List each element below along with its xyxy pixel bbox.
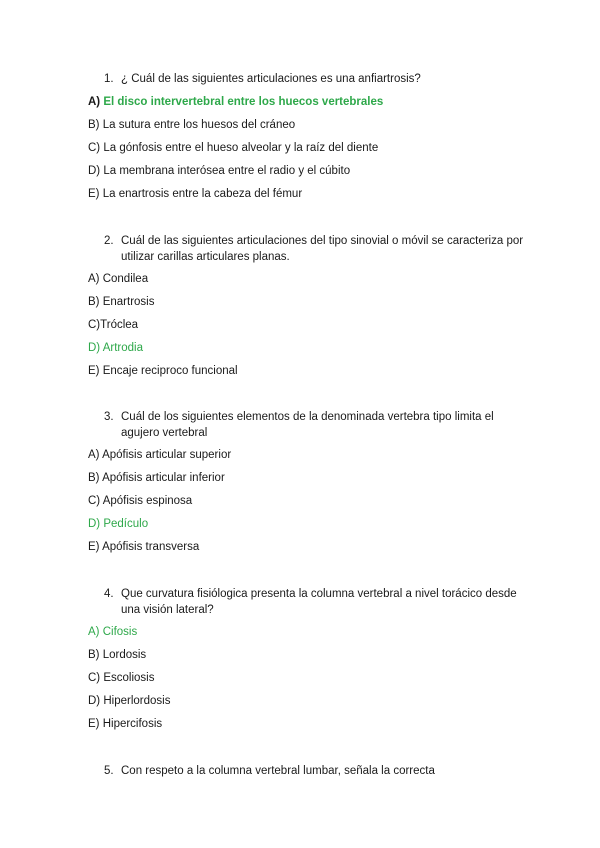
option-text: Artrodia: [102, 342, 143, 354]
option-1d: [88, 163, 350, 179]
option-letter: B): [88, 119, 100, 131]
question-number: 4.: [104, 588, 114, 600]
option-text: La membrana interósea entre el radio y el cúbito: [103, 165, 351, 177]
option-3b: [88, 470, 225, 486]
option-3c: [88, 493, 192, 509]
option-text: El disco intervertebral entre los huecos vertebrales: [103, 96, 384, 108]
question-number: 2.: [104, 235, 114, 247]
option-letter: B): [88, 296, 100, 308]
option-letter: E): [88, 188, 100, 200]
question-number: 3.: [104, 411, 114, 423]
question-text: ¿ Cuál de las siguientes articulaciones es una anfiartrosis?: [121, 73, 421, 85]
option-text: Lordosis: [102, 649, 147, 661]
option-letter: C): [88, 672, 101, 684]
option-letter: E): [88, 541, 100, 553]
option-text: Apófisis articular superior: [102, 449, 232, 461]
option-letter: E): [88, 365, 100, 377]
option-2b: [88, 294, 154, 310]
option-2a: [88, 271, 148, 287]
option-letter: C): [88, 319, 101, 331]
option-letter: D): [88, 342, 101, 354]
option-4a: [88, 624, 137, 640]
option-text: La gónfosis entre el hueso alveolar y la raíz del diente: [103, 142, 379, 154]
option-letter: A): [88, 449, 100, 461]
option-text: Apófisis espinosa: [102, 495, 193, 507]
option-letter: D): [88, 518, 101, 530]
option-1b: [88, 117, 295, 133]
question-text: Cuál de las siguientes articulaciones del tipo sinovial o móvil se caracteriza por utilizar carillas articulares planas.: [121, 235, 524, 263]
question-4: [88, 586, 528, 618]
question-text: Con respeto a la columna vertebral lumbar, señala la correcta: [121, 765, 435, 777]
option-letter: D): [88, 165, 101, 177]
option-2d: [88, 340, 143, 356]
option-letter: D): [88, 695, 101, 707]
question-1: [88, 71, 528, 87]
option-letter: B): [88, 472, 100, 484]
option-3e: [88, 539, 199, 555]
question-text: Cuál de los siguientes elementos de la denominada vertebra tipo limita el agujero vertebral: [121, 411, 494, 439]
question-2: [88, 233, 528, 265]
option-letter: C): [88, 495, 101, 507]
option-text: Encaje reciproco funcional: [102, 365, 238, 377]
option-1c: [88, 140, 378, 156]
option-text: La enartrosis entre la cabeza del fémur: [102, 188, 303, 200]
question-number: 1.: [104, 73, 114, 85]
option-4b: [88, 647, 146, 663]
option-text: Tróclea: [100, 319, 139, 331]
option-1e: [88, 186, 302, 202]
option-text: Condilea: [102, 273, 149, 285]
option-4e: [88, 716, 162, 732]
option-text: Pedículo: [103, 518, 149, 530]
option-text: Apófisis transversa: [102, 541, 200, 553]
option-2c: [88, 317, 138, 333]
option-letter: B): [88, 649, 100, 661]
option-text: La sutura entre los huesos del cráneo: [102, 119, 296, 131]
question-5: [88, 763, 528, 779]
option-3a: [88, 447, 231, 463]
question-text: Que curvatura fisiólogica presenta la columna vertebral a nivel torácico desde una visión lateral?: [121, 588, 517, 616]
option-letter: A): [88, 626, 100, 638]
option-text: Enartrosis: [102, 296, 155, 308]
option-text: Apófisis articular inferior: [102, 472, 225, 484]
option-text: Hipercifosis: [102, 718, 163, 730]
option-letter: A): [88, 96, 101, 108]
option-letter: C): [88, 142, 101, 154]
option-3d: [88, 516, 148, 532]
option-text: Escoliosis: [103, 672, 155, 684]
option-text: Hiperlordosis: [103, 695, 171, 707]
option-2e: [88, 363, 238, 379]
question-number: 5.: [104, 765, 114, 777]
option-4d: [88, 693, 170, 709]
option-letter: A): [88, 273, 100, 285]
option-1a: [88, 94, 383, 110]
question-3: [88, 409, 528, 441]
option-4c: [88, 670, 154, 686]
option-text: Cifosis: [102, 626, 138, 638]
option-letter: E): [88, 718, 100, 730]
